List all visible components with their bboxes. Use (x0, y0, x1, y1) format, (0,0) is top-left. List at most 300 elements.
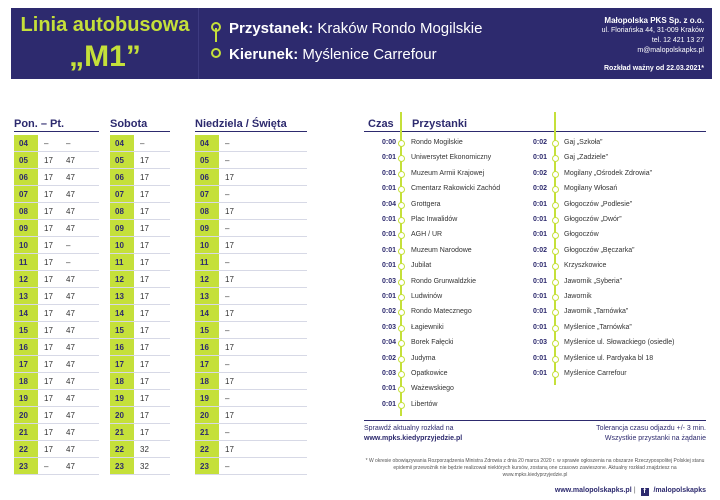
departure-minute: 17 (225, 343, 234, 352)
stop-name: Jubilat (411, 262, 432, 270)
timetable-row (195, 254, 307, 271)
timetable-row (14, 237, 99, 254)
departure-hour: 15 (14, 322, 38, 339)
stop-dot-icon (398, 309, 405, 316)
operator-name: Małopolska PKS Sp. z o.o. (604, 16, 704, 25)
departure-minute: 17 (140, 309, 149, 318)
departure-hour: 05 (195, 152, 219, 169)
timetable-row (195, 288, 307, 305)
departure-minute: 17 (140, 411, 149, 420)
stop-dot-icon (552, 248, 559, 255)
departure-minute: 47 (66, 445, 75, 454)
operator-phone: tel. 12 421 13 27 (651, 37, 704, 44)
stop-travel-time: 0:03 (381, 370, 396, 377)
timetable-row (14, 135, 99, 152)
stop-name: Cmentarz Rakowicki Zachód (411, 185, 501, 193)
departure-hour: 17 (110, 356, 134, 373)
departure-minute: – (44, 462, 49, 471)
departure-minute: 17 (140, 224, 149, 233)
stop-dot-icon (552, 279, 559, 286)
covid-note: * W okresie obowiązywania Rozporządzenia Ministra Zdrowia z dnia 20 marca 2020 r. w sprawie ogłoszenia na obszarze Rzeczypospolitej Polskiej stanu epidemii przewoźnik nie będzie realizował niektórych kursów, zostaną one czasowo zawieszone. Aktualny rozkład znajdziesz na www.mpks.kiedyprzyjedzie.pl (365, 458, 705, 478)
departure-hour: 08 (195, 203, 219, 220)
timetable-row (14, 254, 99, 271)
stop-name: Libertów (411, 400, 438, 408)
stop-name: Rondo Grunwaldzkie (411, 277, 476, 285)
timetable-row (195, 390, 307, 407)
departure-hour: 10 (110, 237, 134, 254)
timetable-row (110, 373, 170, 390)
timetable-row (110, 322, 170, 339)
direction-label: Kierunek: (229, 46, 299, 63)
departure-minute: 17 (44, 377, 53, 386)
departure-minute: 17 (140, 343, 149, 352)
departure-hour: 20 (195, 407, 219, 424)
stop-travel-time: 0:01 (532, 293, 547, 300)
departure-hour: 19 (110, 390, 134, 407)
departure-hour: 21 (110, 424, 134, 441)
stop-travel-time: 0:00 (381, 139, 396, 146)
departure-hour: 04 (110, 135, 134, 152)
timetable-row (110, 135, 170, 152)
stop-dot-icon (398, 248, 405, 255)
departure-minute: – (225, 156, 230, 165)
departure-minute: 47 (66, 428, 75, 437)
departure-minute: 47 (66, 411, 75, 420)
timetable-row (14, 339, 99, 356)
departure-hour: 12 (14, 271, 38, 288)
facebook-link[interactable]: /malopolskapks (653, 487, 706, 494)
departure-hour: 16 (14, 339, 38, 356)
departure-minute: 17 (44, 275, 53, 284)
departure-hour: 23 (195, 458, 219, 475)
stop-dot-icon (552, 340, 559, 347)
departure-hour: 06 (110, 169, 134, 186)
departure-hour: 21 (195, 424, 219, 441)
departure-minute: – (225, 224, 230, 233)
check-schedule (364, 424, 462, 444)
stop-dot-icon (398, 186, 405, 193)
stop-dot-icon (552, 325, 559, 332)
departure-hour: 11 (195, 254, 219, 271)
timetable-row (195, 339, 307, 356)
stop-dot-icon (552, 155, 559, 162)
stop-name: Borek Fałęcki (411, 339, 454, 347)
operator-info (602, 16, 704, 74)
facebook-icon[interactable]: f (641, 488, 649, 496)
stop-name: Łagiewniki (411, 323, 444, 331)
timetable-row (110, 458, 170, 475)
stop-dot-icon (552, 186, 559, 193)
departure-hour: 23 (110, 458, 134, 475)
departure-hour: 22 (110, 441, 134, 458)
stop-name: Judyma (411, 354, 436, 362)
departure-hour: 18 (110, 373, 134, 390)
departure-hour: 14 (195, 305, 219, 322)
departure-minute: 17 (225, 445, 234, 454)
departure-minute: – (225, 326, 230, 335)
stop-travel-time: 0:02 (381, 308, 396, 316)
stop-name: Mogilany Włosań (564, 185, 618, 193)
departure-hour: 20 (110, 407, 134, 424)
departure-minute: 17 (44, 224, 53, 233)
line-badge (11, 8, 199, 79)
stop-travel-time: 0:01 (381, 216, 396, 223)
timetable-row (14, 220, 99, 237)
departure-minute: 17 (140, 275, 149, 284)
timetable-column (110, 135, 170, 475)
stop-dot-icon (398, 371, 405, 378)
departure-minute: 47 (66, 207, 75, 216)
stop-travel-time: 0:01 (532, 262, 547, 270)
departure-hour: 22 (14, 441, 38, 458)
stop-travel-time: 0:01 (532, 231, 547, 239)
check-url[interactable]: www.mpks.kiedyprzyjedzie.pl (364, 435, 463, 442)
departure-hour: 07 (14, 186, 38, 203)
departure-hour: 06 (14, 169, 38, 186)
departure-minute: – (225, 360, 230, 369)
departure-minute: 47 (66, 275, 75, 284)
stop-name: Rondo Matecznego (411, 308, 472, 316)
departure-hour: 05 (14, 152, 38, 169)
stop-name: Myślenice ul. Słowackiego (osiedle) (564, 339, 675, 347)
stop-travel-time: 0:03 (532, 339, 547, 347)
departure-minute: 47 (66, 462, 75, 471)
departure-minute: 47 (66, 173, 75, 182)
stop-label: Przystanek: (229, 20, 314, 37)
departure-minute: – (66, 241, 71, 250)
timetable-row (195, 135, 307, 152)
timetable-column (14, 135, 99, 475)
departure-minute: 17 (140, 207, 149, 216)
stop-travel-time: 0:01 (381, 385, 396, 393)
timetable-row (110, 254, 170, 271)
departure-hour: 13 (195, 288, 219, 305)
stop-dot-icon (398, 232, 405, 239)
timetable-row (14, 288, 99, 305)
departure-hour: 15 (195, 322, 219, 339)
departure-minute: 47 (66, 394, 75, 403)
departure-minute: 17 (44, 445, 53, 454)
stop-travel-time: 0:01 (532, 308, 547, 316)
time-header: Czas (368, 118, 394, 130)
route-connector (215, 28, 217, 42)
stop-dot-icon (398, 155, 405, 162)
departure-minute: 47 (66, 190, 75, 199)
stop-travel-time: 0:01 (381, 154, 396, 162)
departure-hour: 19 (14, 390, 38, 407)
timetable-row (14, 305, 99, 322)
departure-hour: 21 (14, 424, 38, 441)
timetable-row (110, 390, 170, 407)
timetable-column-rule (195, 131, 307, 132)
departure-minute: 17 (140, 156, 149, 165)
departure-hour: 18 (14, 373, 38, 390)
departure-minute: 17 (225, 207, 234, 216)
departure-hour: 13 (110, 288, 134, 305)
departure-minute: 17 (44, 207, 53, 216)
departure-minute: 47 (66, 309, 75, 318)
departure-minute: 17 (225, 411, 234, 420)
stop-travel-time: 0:01 (532, 216, 547, 223)
stop-travel-time: 0:01 (381, 185, 396, 193)
departure-minute: 17 (225, 309, 234, 318)
stop-name: Głogoczów „Dwór” (564, 216, 622, 223)
timetable-row (195, 424, 307, 441)
stop-name: AGH / UR (411, 231, 443, 239)
timetable-row (110, 220, 170, 237)
departure-minute: – (66, 258, 71, 267)
departure-hour: 17 (195, 356, 219, 373)
stop-travel-time: 0:01 (532, 277, 547, 285)
timetable-row (195, 186, 307, 203)
departure-minute: 17 (44, 360, 53, 369)
departure-hour: 12 (195, 271, 219, 288)
timetable-row (195, 220, 307, 237)
departure-hour: 18 (195, 373, 219, 390)
stop-dot-icon (398, 340, 405, 347)
departure-minute: 17 (44, 241, 53, 250)
departure-minute: – (225, 462, 230, 471)
timetable-row (195, 322, 307, 339)
stop-travel-time: 0:01 (532, 323, 547, 331)
stop-name: Opatkowice (411, 370, 448, 377)
departure-minute: 17 (225, 377, 234, 386)
check-text: Sprawdź aktualny rozkład na (364, 425, 454, 432)
website-link[interactable]: www.malopolskapks.pl (554, 487, 632, 494)
direction-name: Myślenice Carrefour (302, 46, 437, 63)
stop-dot-icon (398, 294, 405, 301)
stop-name: Ludwinów (411, 293, 443, 300)
stop-name: Ważewskiego (411, 385, 454, 393)
departure-hour: 04 (14, 135, 38, 152)
timetable-row (110, 271, 170, 288)
departure-minute: 17 (225, 173, 234, 182)
bottom-links: www.malopolskapks.pl | f /malopolskapks (554, 487, 706, 495)
departure-hour: 06 (195, 169, 219, 186)
stop-travel-time: 0:02 (532, 139, 547, 146)
departure-hour: 09 (14, 220, 38, 237)
timetable-row (110, 305, 170, 322)
departure-hour: 12 (110, 271, 134, 288)
stop-dot-icon (398, 279, 405, 286)
departure-minute: 17 (44, 326, 53, 335)
departure-hour: 09 (195, 220, 219, 237)
stop-dot-icon (552, 202, 559, 209)
timetable-row (110, 152, 170, 169)
timetable-row (195, 271, 307, 288)
stop-name: Jawornik „Tarnówka” (564, 308, 629, 316)
operator-address: ul. Floriańska 44, 31-009 Kraków (601, 27, 704, 34)
destination-dot-icon (211, 48, 221, 58)
stop-dot-icon (552, 217, 559, 224)
departure-minute: 17 (44, 156, 53, 165)
timetable-row (14, 186, 99, 203)
departure-hour: 10 (195, 237, 219, 254)
timetable-row (14, 424, 99, 441)
departure-minute: 17 (225, 241, 234, 250)
departure-minute: 17 (44, 292, 53, 301)
row-divider (14, 474, 99, 475)
stop-travel-time: 0:01 (381, 169, 396, 177)
stop-dot-icon (552, 171, 559, 178)
stop-dot-icon (552, 294, 559, 301)
stop-name: Jawornik (564, 293, 592, 300)
departure-minute: 47 (66, 360, 75, 369)
timetable-column-title: Pon. – Pt. (14, 118, 65, 130)
departure-minute: – (225, 139, 230, 148)
stop-name: Krzyszkowice (564, 262, 607, 270)
stop-travel-time: 0:04 (381, 200, 396, 208)
stop-travel-time: 0:01 (381, 246, 396, 254)
stop-dot-icon (552, 356, 559, 363)
timetable-column-title: Niedziela / Święta (195, 118, 287, 130)
departure-hour: 08 (14, 203, 38, 220)
departure-minute: 17 (44, 190, 53, 199)
departure-minute: – (44, 139, 49, 148)
stop-name: Głogoczów „Podlesie” (564, 200, 633, 208)
timetable-row (110, 288, 170, 305)
departure-minute: 17 (140, 360, 149, 369)
stop-name: Gaj „Zadziele” (564, 154, 608, 162)
departure-minute: 47 (66, 377, 75, 386)
timetable-row (110, 339, 170, 356)
departure-minute: 17 (140, 292, 149, 301)
departure-minute: – (225, 190, 230, 199)
timetable-column-rule (110, 131, 170, 132)
departure-minute: 32 (140, 445, 149, 454)
stop-dot-icon (398, 140, 405, 147)
departure-minute: 17 (44, 258, 53, 267)
departure-hour: 17 (14, 356, 38, 373)
stop-name: Muzeum Armii Krajowej (411, 169, 485, 177)
stop-name: Muzeum Narodowe (411, 246, 472, 254)
timetable-column-rule (14, 131, 99, 132)
timetable-row (195, 237, 307, 254)
departure-minute: 47 (66, 156, 75, 165)
departure-minute: – (225, 428, 230, 437)
departure-minute: 17 (140, 326, 149, 335)
departure-minute: 47 (66, 292, 75, 301)
stop-name: Myślenice Carrefour (564, 370, 627, 377)
timetable-row (14, 458, 99, 475)
departure-minute: 17 (44, 394, 53, 403)
row-divider (195, 474, 307, 475)
stop-dot-icon (398, 402, 405, 409)
direction-row (229, 46, 437, 63)
departure-minute: 17 (140, 241, 149, 250)
footer-rule (364, 420, 706, 421)
stop-travel-time: 0:01 (532, 200, 547, 208)
timetable-row (14, 152, 99, 169)
departure-hour: 08 (110, 203, 134, 220)
timetable-row (110, 203, 170, 220)
stop-travel-time: 0:02 (532, 169, 547, 177)
operator-email[interactable]: m@malopolskapks.pl (637, 47, 704, 54)
stop-dot-icon (552, 371, 559, 378)
departure-minute: 17 (140, 394, 149, 403)
departure-hour: 13 (14, 288, 38, 305)
timetable-row (110, 424, 170, 441)
timetable-row (110, 186, 170, 203)
departure-minute: 47 (66, 343, 75, 352)
stop-dot-icon (398, 171, 405, 178)
departure-minute: – (225, 394, 230, 403)
stop-name: Gaj „Szkoła” (564, 139, 603, 146)
stop-dot-icon (398, 263, 405, 270)
on-request-text: Wszystkie przystanki na żądanie (604, 435, 706, 442)
stop-travel-time: 0:01 (381, 293, 396, 300)
departure-minute: 17 (44, 343, 53, 352)
stop-info (211, 8, 551, 79)
timetable-row (195, 305, 307, 322)
departure-hour: 11 (14, 254, 38, 271)
timetable-row (110, 356, 170, 373)
stop-travel-time: 0:01 (381, 231, 396, 239)
departure-hour: 23 (14, 458, 38, 475)
departure-hour: 11 (110, 254, 134, 271)
stop-name: Uniwersytet Ekonomiczny (411, 154, 492, 162)
departure-minute: 47 (66, 326, 75, 335)
stop-name: Głogoczów (564, 231, 599, 239)
stop-travel-time: 0:02 (532, 246, 547, 254)
departure-hour: 05 (110, 152, 134, 169)
timetable-row (195, 356, 307, 373)
stop-name: Plac Inwalidów (411, 216, 458, 223)
departure-hour: 20 (14, 407, 38, 424)
timetable-row (195, 169, 307, 186)
stop-travel-time: 0:02 (532, 185, 547, 193)
timetable-row (14, 390, 99, 407)
row-divider (110, 474, 170, 475)
timetable-row (14, 271, 99, 288)
departure-minute: – (140, 139, 145, 148)
timetable-row (110, 169, 170, 186)
departure-minute: 17 (44, 173, 53, 182)
departure-hour: 16 (195, 339, 219, 356)
timetable-row (195, 441, 307, 458)
line-number: „M1” (69, 40, 141, 73)
stop-dot-icon (398, 217, 405, 224)
timetable-row (110, 407, 170, 424)
departure-hour: 14 (110, 305, 134, 322)
departure-minute: 17 (140, 377, 149, 386)
stop-name: Mogilany „Ośrodek Zdrowia” (564, 169, 652, 177)
timetable-row (195, 203, 307, 220)
departure-minute: 47 (66, 224, 75, 233)
stop-name: Jawornik „Syberia” (564, 277, 622, 285)
stop-travel-time: 0:01 (381, 400, 396, 408)
departure-minute: 17 (44, 411, 53, 420)
departure-hour: 19 (195, 390, 219, 407)
departure-hour: 09 (110, 220, 134, 237)
departure-minute: 17 (44, 309, 53, 318)
departure-minute: 17 (140, 428, 149, 437)
stop-travel-time: 0:01 (532, 154, 547, 162)
timetable-row (195, 373, 307, 390)
stop-travel-time: 0:02 (381, 354, 396, 362)
stop-travel-time: 0:01 (381, 262, 396, 270)
departure-minute: 17 (140, 258, 149, 267)
stop-travel-time: 0:04 (381, 339, 396, 347)
timetable-row (14, 356, 99, 373)
stop-dot-icon (552, 309, 559, 316)
header-banner (11, 8, 712, 79)
stop-row (229, 20, 482, 37)
stop-name: Grottgera (411, 200, 441, 208)
departure-hour: 07 (110, 186, 134, 203)
departure-minute: – (225, 292, 230, 301)
departure-minute: – (225, 258, 230, 267)
